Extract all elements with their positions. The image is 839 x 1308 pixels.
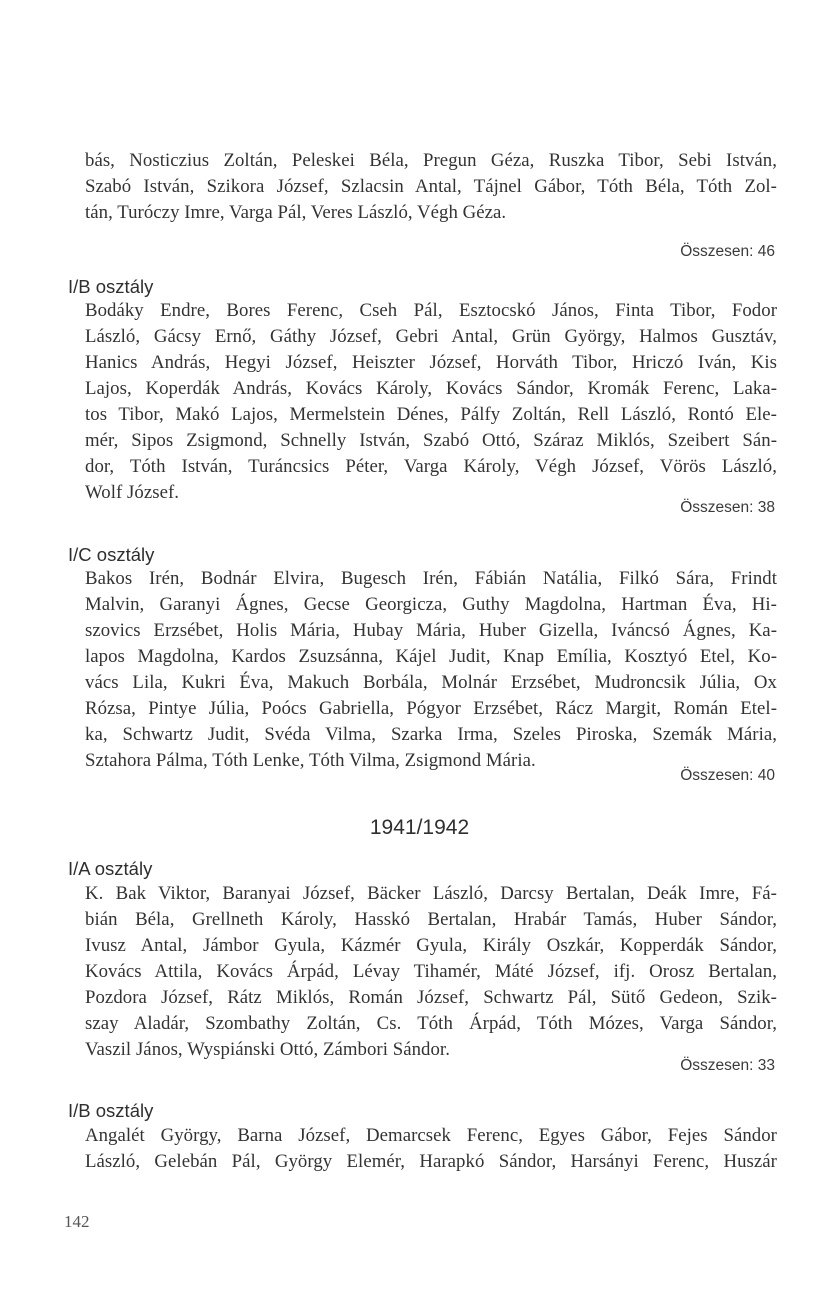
text-line: Lajos, Koperdák András, Kovács Károly, Kovács Sándor, Kromák Ferenc, Laka- xyxy=(85,378,777,399)
text-line: tán, Turóczy Imre, Varga Pál, Veres László, Végh Géza. xyxy=(85,202,507,223)
text-line: vács Lila, Kukri Éva, Makuch Borbála, Molnár Erzsébet, Mudroncsik Júlia, Ox xyxy=(85,672,777,693)
text-line: Szabó István, Szikora József, Szlacsin Antal, Tájnel Gábor, Tóth Béla, Tóth Zol- xyxy=(85,176,777,197)
text-line: dor, Tóth István, Turáncsics Péter, Varga Károly, Végh József, Vörös László, xyxy=(85,456,777,477)
class-heading: I/C osztály xyxy=(68,544,155,565)
text-line: Wolf József. xyxy=(85,482,180,503)
student-list xyxy=(85,298,777,506)
text-line: Bakos Irén, Bodnár Elvira, Bugesch Irén, Fábián Natália, Filkó Sára, Frindt xyxy=(85,568,777,589)
text-line: szay Aladár, Szombathy Zoltán, Cs. Tóth Árpád, Tóth Mózes, Varga Sándor, xyxy=(85,1013,777,1034)
text-line: Kovács Attila, Kovács Árpád, Lévay Tihamér, Máté József, ifj. Orosz Bertalan, xyxy=(85,961,777,982)
text-line: bás, Nosticzius Zoltán, Peleskei Béla, Pregun Géza, Ruszka Tibor, Sebi István, xyxy=(85,150,777,171)
student-list xyxy=(85,1123,777,1175)
text-line: Sztahora Pálma, Tóth Lenke, Tóth Vilma, Zsigmond Mária. xyxy=(85,750,536,771)
year-heading: 1941/1942 xyxy=(369,816,470,839)
class-heading: I/B osztály xyxy=(68,1100,154,1121)
class-heading: I/B osztály xyxy=(68,276,154,297)
class-total: Összesen: 40 xyxy=(680,767,775,784)
text-line: K. Bak Viktor, Baranyai József, Bäcker László, Darcsy Bertalan, Deák Imre, Fá- xyxy=(85,883,777,904)
student-list xyxy=(85,881,777,1063)
text-line: Pozdora József, Rátz Miklós, Román József, Schwartz Pál, Sütő Gedeon, Szik- xyxy=(85,987,777,1008)
text-line: tos Tibor, Makó Lajos, Mermelstein Dénes, Pálfy Zoltán, Rell László, Rontó Ele- xyxy=(85,404,777,425)
text-line: Rózsa, Pintye Júlia, Poócs Gabriella, Pógyor Erzsébet, Rácz Margit, Román Etel- xyxy=(85,698,777,719)
text-line: László, Gácsy Ernő, Gáthy József, Gebri Antal, Grün György, Halmos Gusztáv, xyxy=(85,326,777,347)
text-line: ka, Schwartz Judit, Svéda Vilma, Szarka Irma, Szeles Piroska, Szemák Mária, xyxy=(85,724,777,745)
class-total: Összesen: 38 xyxy=(680,499,775,516)
text-line: Ivusz Antal, Jámbor Gyula, Kázmér Gyula, Király Oszkár, Kopperdák Sándor, xyxy=(85,935,777,956)
text-line: lapos Magdolna, Kardos Zsuzsánna, Kájel Judit, Knap Emília, Kosztyó Etel, Ko- xyxy=(85,646,777,667)
student-list-continued xyxy=(85,148,777,226)
text-line: Malvin, Garanyi Ágnes, Gecse Georgicza, Guthy Magdolna, Hartman Éva, Hi- xyxy=(85,594,777,615)
class-total: Összesen: 33 xyxy=(680,1057,775,1074)
text-line: László, Gelebán Pál, György Elemér, Harapkó Sándor, Harsányi Ferenc, Huszár xyxy=(85,1151,777,1172)
text-line: Bodáky Endre, Bores Ferenc, Cseh Pál, Esztocskó János, Finta Tibor, Fodor xyxy=(85,300,777,321)
text-line: Hanics András, Hegyi József, Heiszter József, Horváth Tibor, Hriczó Iván, Kis xyxy=(85,352,777,373)
text-line: Angalét György, Barna József, Demarcsek Ferenc, Egyes Gábor, Fejes Sándor xyxy=(85,1125,777,1146)
student-list xyxy=(85,566,777,774)
class-total: Összesen: 46 xyxy=(680,243,775,260)
class-heading: I/A osztály xyxy=(68,858,153,879)
text-line: mér, Sipos Zsigmond, Schnelly István, Szabó Ottó, Száraz Miklós, Szeibert Sán- xyxy=(85,430,777,451)
text-line: Vaszil János, Wyspiánski Ottó, Zámbori Sándor. xyxy=(85,1039,450,1060)
page-number: 142 xyxy=(64,1212,90,1231)
text-line: szovics Erzsébet, Holis Mária, Hubay Mária, Huber Gizella, Iváncsó Ágnes, Ka- xyxy=(85,620,777,641)
text-line: bián Béla, Grellneth Károly, Hasskó Bertalan, Hrabár Tamás, Huber Sándor, xyxy=(85,909,777,930)
